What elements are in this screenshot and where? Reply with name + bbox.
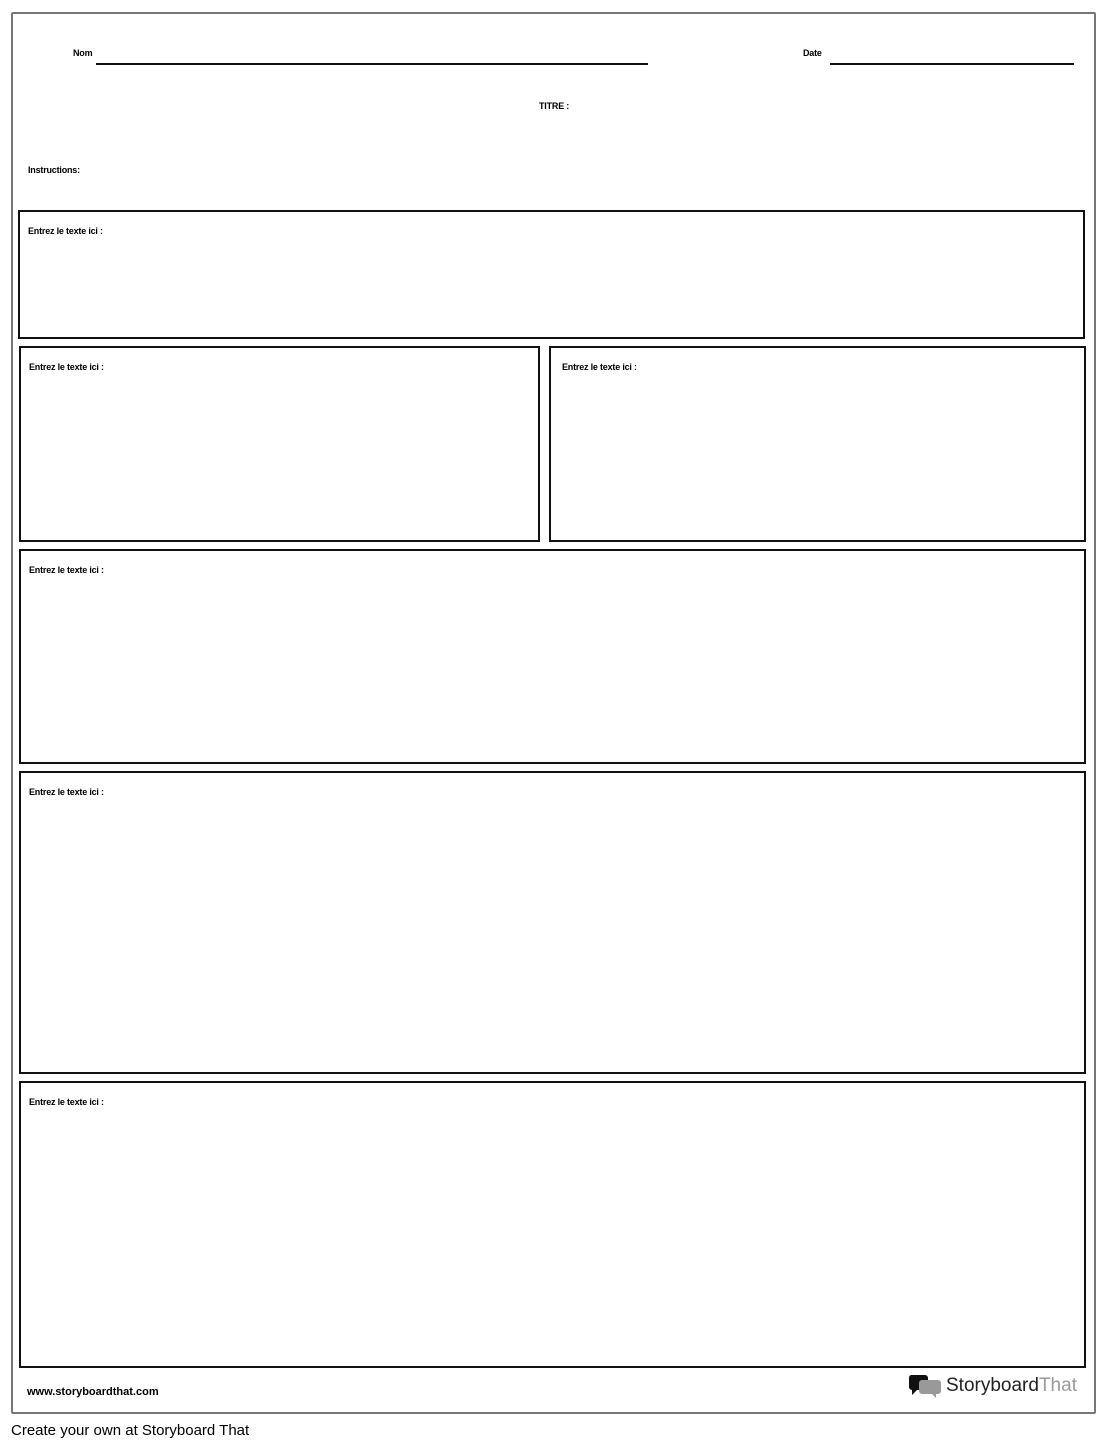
date-label: Date [803, 48, 822, 58]
speech-bubbles-icon [908, 1374, 942, 1398]
instructions-label: Instructions: [28, 165, 80, 175]
text-box-5[interactable] [19, 771, 1086, 1074]
logo-accent-text: That [1038, 1375, 1077, 1396]
date-field[interactable] [830, 63, 1074, 65]
text-box-label: Entrez le texte ici : [28, 226, 103, 236]
text-box-4[interactable] [19, 549, 1086, 764]
name-label: Nom [73, 48, 93, 58]
storyboardthat-logo [908, 1374, 1077, 1398]
text-box-label: Entrez le texte ici : [562, 362, 637, 372]
text-box-label: Entrez le texte ici : [29, 1097, 104, 1107]
text-box-3[interactable] [549, 346, 1086, 542]
site-url: www.storyboardthat.com [27, 1386, 159, 1398]
name-field[interactable] [96, 63, 648, 65]
text-box-label: Entrez le texte ici : [29, 787, 104, 797]
text-box-6[interactable] [19, 1081, 1086, 1368]
create-your-own-link[interactable]: Create your own at Storyboard That [11, 1422, 250, 1439]
title-label: TITRE : [539, 101, 570, 111]
text-box-label: Entrez le texte ici : [29, 565, 104, 575]
text-box-2[interactable] [19, 346, 540, 542]
text-box-1[interactable] [18, 210, 1085, 339]
text-box-label: Entrez le texte ici : [29, 362, 104, 372]
logo-main-text: Storyboard [946, 1375, 1039, 1396]
